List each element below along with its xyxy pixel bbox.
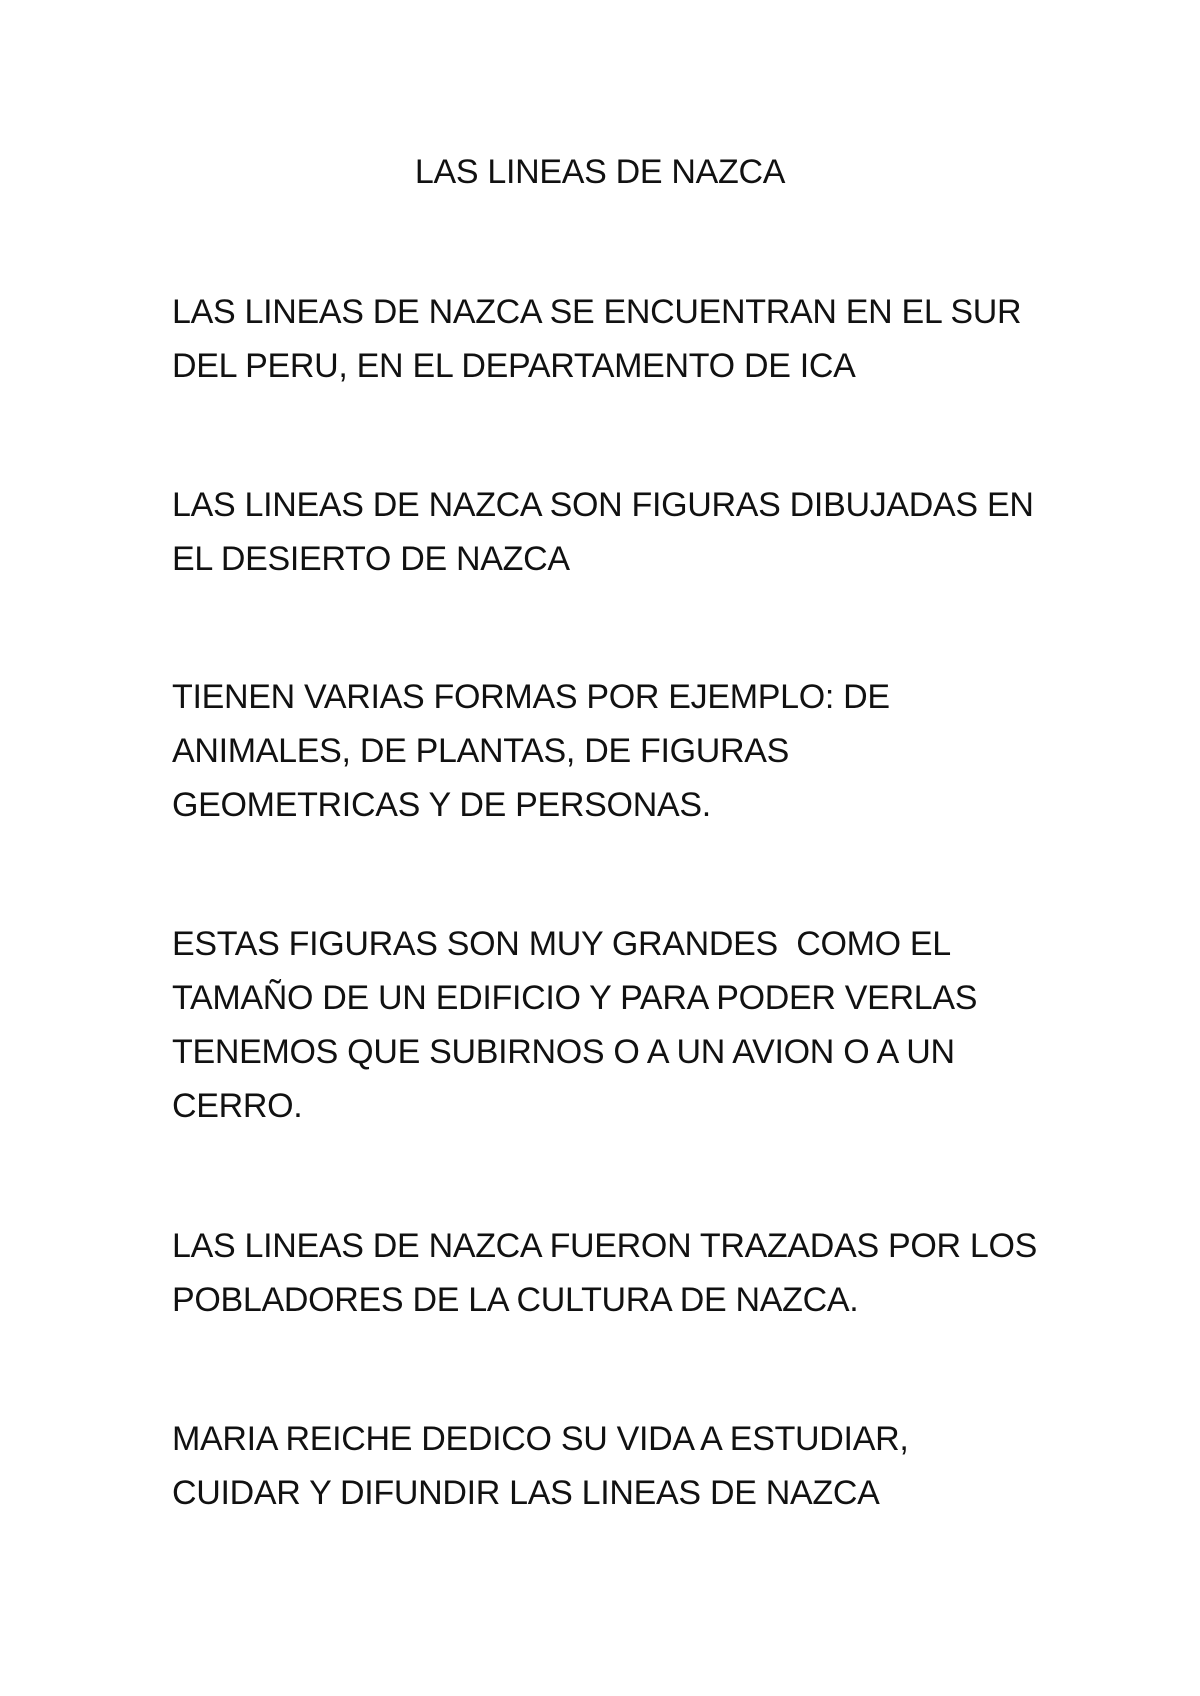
- paragraph-size: [172, 917, 1052, 1133]
- paragraph-line: CERRO.: [172, 1087, 303, 1125]
- paragraph-line: ESTAS FIGURAS SON MUY GRANDES COMO EL: [172, 925, 951, 963]
- paragraph-line: TIENEN VARIAS FORMAS POR EJEMPLO: DE: [172, 678, 890, 716]
- paragraph-line: POBLADORES DE LA CULTURA DE NAZCA.: [172, 1281, 859, 1319]
- paragraph-line: ANIMALES, DE PLANTAS, DE FIGURAS: [172, 732, 790, 770]
- paragraph-line: TAMAÑO DE UN EDIFICIO Y PARA PODER VERLAS: [172, 979, 978, 1017]
- paragraph-line: LAS LINEAS DE NAZCA SE ENCUENTRAN EN EL SUR: [172, 293, 1022, 331]
- paragraph-definition: [172, 478, 1052, 586]
- paragraph-line: LAS LINEAS DE NAZCA FUERON TRAZADAS POR LOS: [172, 1227, 1038, 1265]
- paragraph-line: CUIDAR Y DIFUNDIR LAS LINEAS DE NAZCA: [172, 1474, 880, 1512]
- paragraph-line: GEOMETRICAS Y DE PERSONAS.: [172, 786, 711, 824]
- paragraph-shapes: [172, 670, 1052, 832]
- paragraph-line: LAS LINEAS DE NAZCA SON FIGURAS DIBUJADAS EN: [172, 486, 1034, 524]
- paragraph-creators: [172, 1219, 1052, 1327]
- paragraph-maria-reiche: [172, 1412, 1052, 1520]
- paragraph-line: EL DESIERTO DE NAZCA: [172, 540, 570, 578]
- paragraph-line: MARIA REICHE DEDICO SU VIDA A ESTUDIAR,: [172, 1420, 909, 1458]
- paragraph-line: DEL PERU, EN EL DEPARTAMENTO DE ICA: [172, 347, 856, 385]
- paragraph-location: [172, 285, 1052, 393]
- paragraph-line: TENEMOS QUE SUBIRNOS O A UN AVION O A UN: [172, 1033, 955, 1071]
- document-title: LAS LINEAS DE NAZCA: [414, 153, 786, 191]
